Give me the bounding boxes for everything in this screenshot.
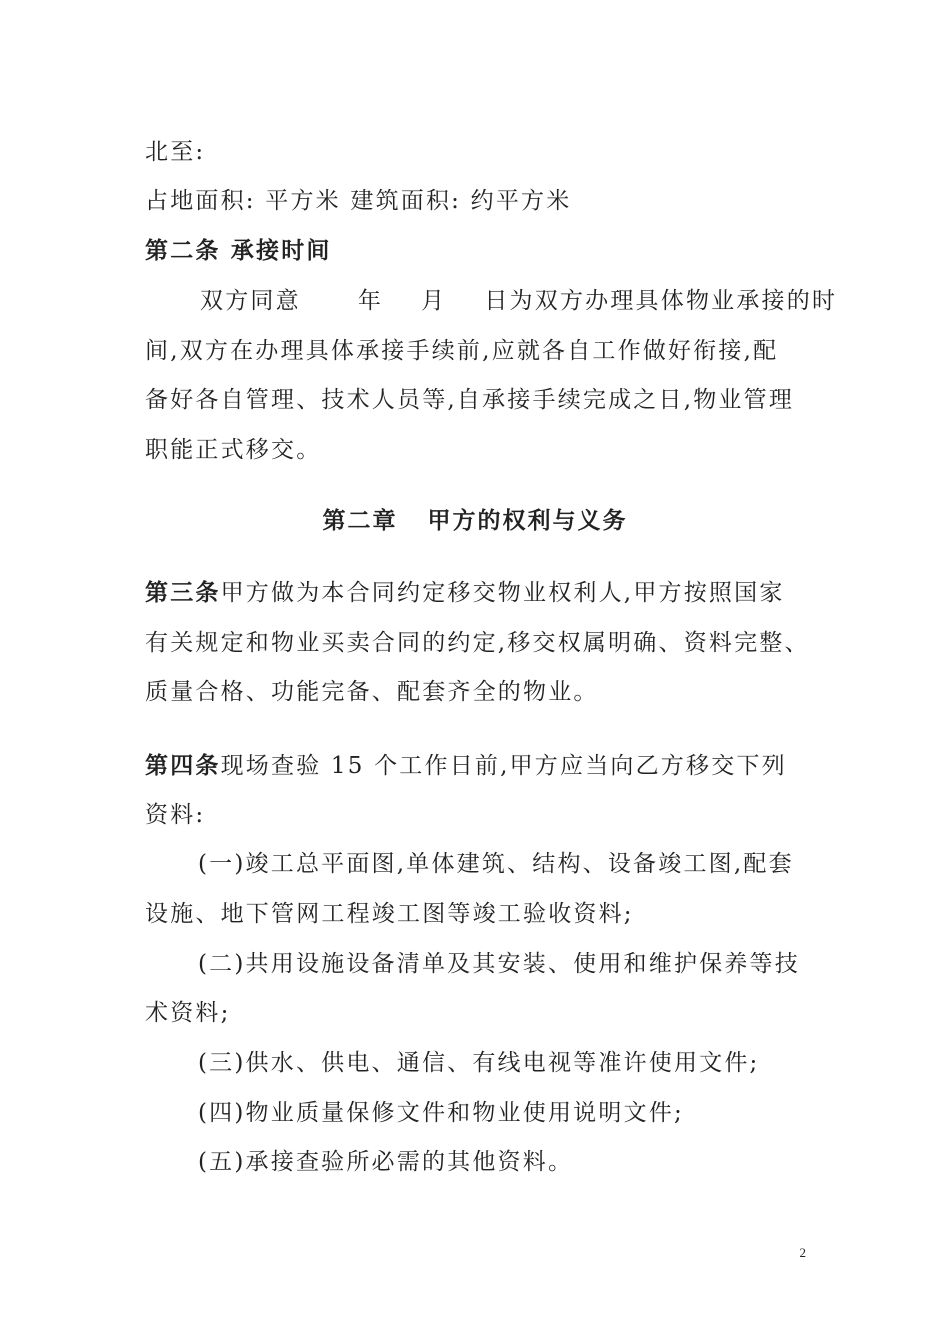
article-3-body-line: 质量合格、功能完备、配套齐全的物业。 <box>145 679 599 705</box>
north-boundary-line: 北至: <box>145 139 206 165</box>
page-number: 2 <box>799 1245 806 1260</box>
chapter-2-heading <box>0 506 950 536</box>
article-2-body-line: 职能正式移交。 <box>145 437 322 463</box>
article-2-body-line: 备好各自管理、技术人员等,自承接手续完成之日,物业管理 <box>145 387 795 413</box>
article-2-body-line: 双方同意 年 月 日为双方办理具体物业承接的时 <box>200 288 838 314</box>
article-4-label: 第四条 <box>145 752 221 779</box>
chapter-number: 第二章 <box>322 507 398 534</box>
area-line: 占地面积: 平方米 建筑面积: 约平方米 <box>145 188 572 214</box>
article-2-heading: 第二条 承接时间 <box>145 237 332 264</box>
article-3-body-line: 有关规定和物业买卖合同的约定,移交权属明确、资料完整、 <box>145 630 810 656</box>
article-4-body-line: 资料: <box>145 802 206 828</box>
article-3-text: 甲方做为本合同约定移交物业权利人,甲方按照国家 <box>220 580 785 606</box>
article-4-text: 现场查验 15 个工作日前,甲方应当向乙方移交下列 <box>220 753 787 779</box>
list-item: (三)供水、供电、通信、有线电视等准许使用文件; <box>198 1050 760 1076</box>
article-3-label: 第三条 <box>145 579 221 606</box>
article-2-body-line: 间,双方在办理具体承接手续前,应就各自工作做好衔接,配 <box>145 338 779 364</box>
list-item: (一)竣工总平面图,单体建筑、结构、设备竣工图,配套 <box>198 851 794 877</box>
list-item-continuation: 术资料; <box>145 1000 231 1026</box>
list-item: (二)共用设施设备清单及其安装、使用和维护保养等技 <box>198 951 800 977</box>
list-item: (五)承接查验所必需的其他资料。 <box>198 1149 574 1175</box>
chapter-title: 甲方的权利与义务 <box>427 507 628 534</box>
list-item: (四)物业质量保修文件和物业使用说明文件; <box>198 1100 684 1126</box>
article-3-first-line <box>145 578 810 608</box>
article-4-first-line <box>145 751 810 781</box>
list-item-continuation: 设施、地下管网工程竣工图等竣工验收资料; <box>145 901 634 927</box>
